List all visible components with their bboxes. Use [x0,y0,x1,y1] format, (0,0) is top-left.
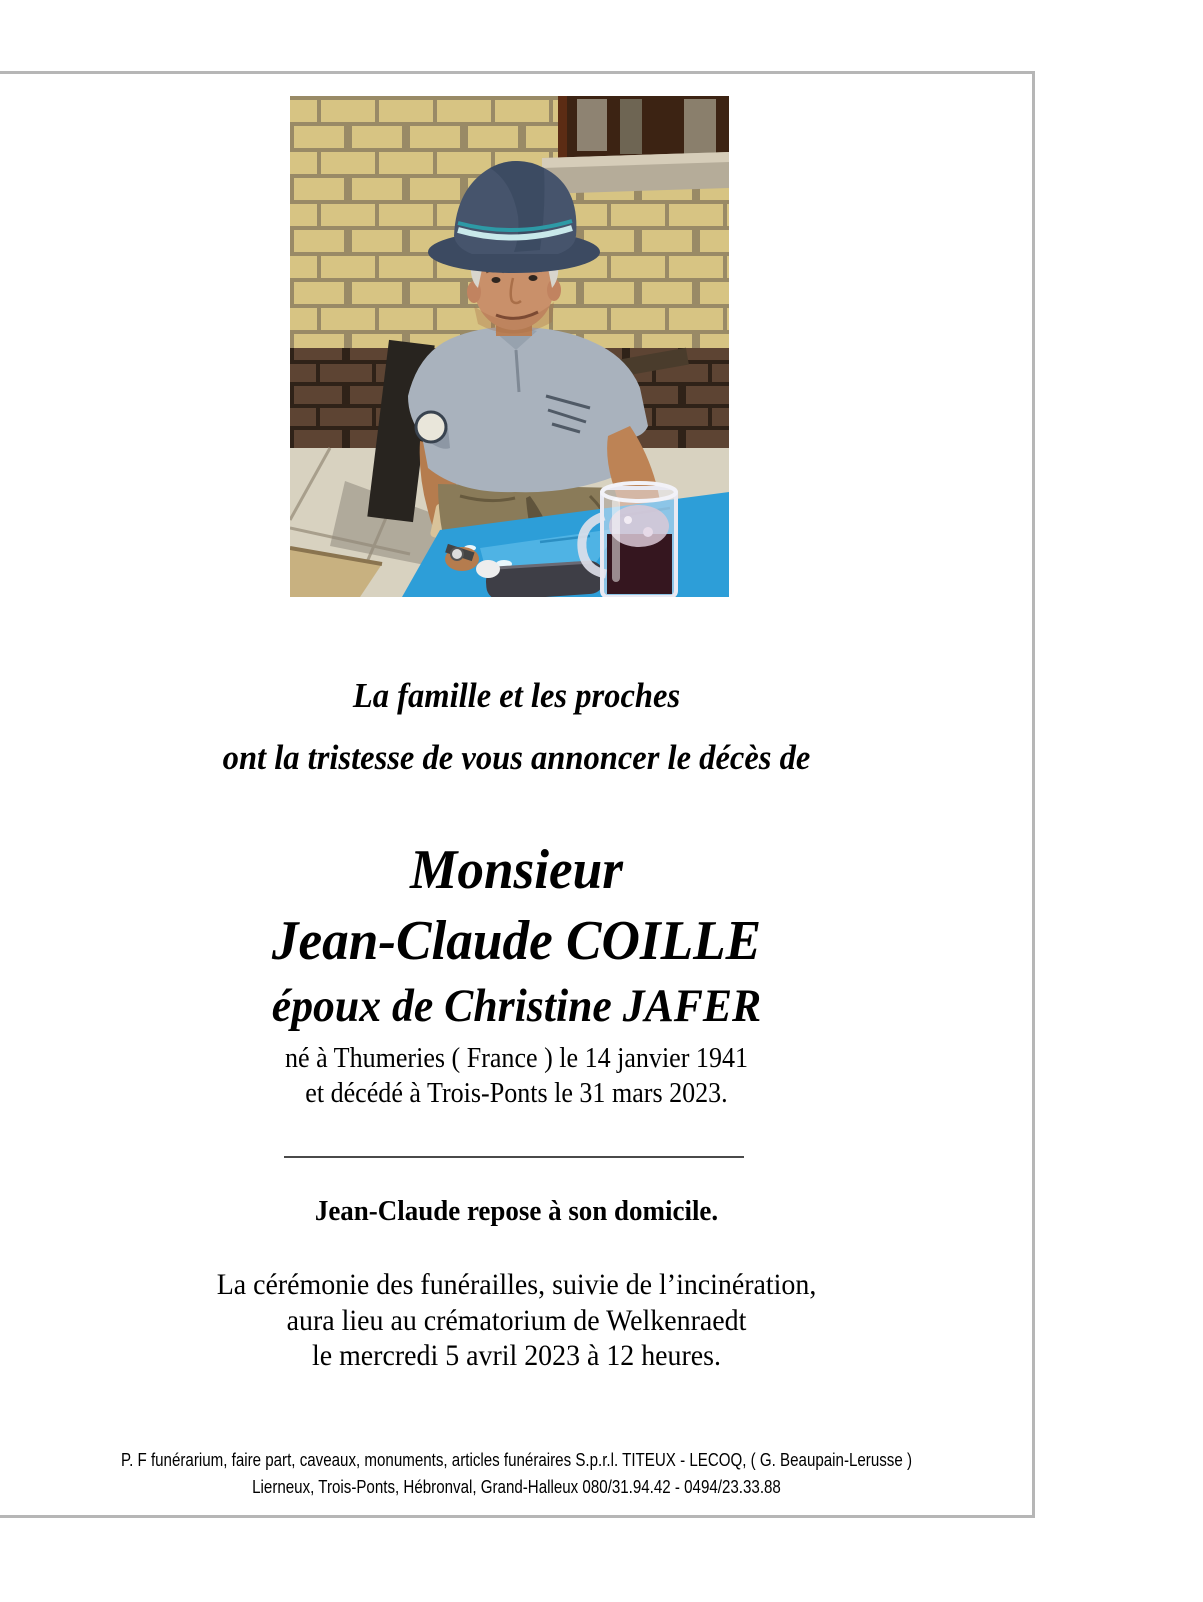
repose-line: Jean-Claude repose à son domicile. [314,1195,719,1227]
ceremony-line-3: le mercredi 5 avril 2023 à 12 heures. [311,1339,722,1372]
spouse-line: époux de Christine JAFER [271,980,762,1032]
ceremony-line-2: aura lieu au crématorium de Welkenraedt [286,1304,747,1337]
separator-line [284,1156,744,1158]
portrait-photo [290,96,729,597]
portrait-photo-illustration [290,96,729,597]
death-line: et décédé à Trois-Ponts le 31 mars 2023. [305,1078,728,1109]
ceremony-line-1: La cérémonie des funérailles, suivie de l’incinération, [216,1268,817,1301]
sleeve-badge [416,412,446,442]
deceased-name: Jean-Claude COILLE [271,910,762,972]
footer-line-1: P. F funérarium, faire part, caveaux, monuments, articles funéraires S.p.r.l. TITEUX - LECOQ, ( G. Beaupain-Lerusse ) [120,1450,913,1470]
deceased-title: Monsieur [410,839,623,901]
intro-line-2: ont la tristesse de vous annoncer le décès de [222,738,811,777]
footer-line-2: Lierneux, Trois-Ponts, Hébronval, Grand-Halleux 080/31.94.42 - 0494/23.33.88 [252,1477,781,1497]
intro-line-1: La famille et les proches [352,676,681,715]
birth-line: né à Thumeries ( France ) le 14 janvier 1941 [284,1043,749,1074]
